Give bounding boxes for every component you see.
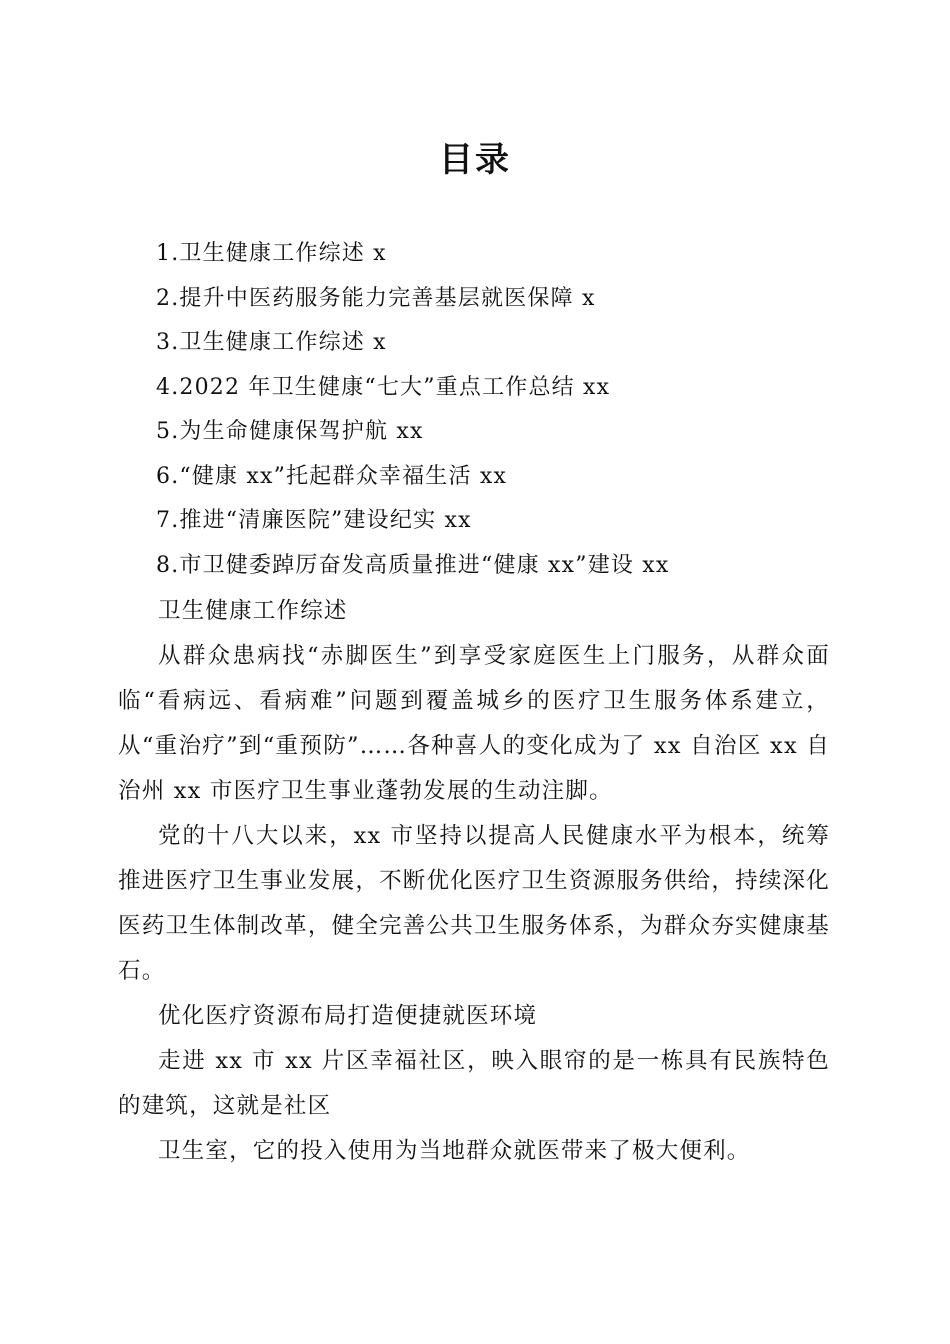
toc-item-5: 5.为生命健康保驾护航 xx — [156, 419, 424, 444]
document-body — [118, 589, 830, 1174]
body-paragraph: 党的十八大以来，xx 市坚持以提高人民健康水平为根本，统筹推进医疗卫生事业发展，不断优化医疗卫生资源服务供给，持续深化医药卫生体制改革，健全完善公共卫生服务体系，为群众夯实健康基石。 — [118, 823, 830, 984]
document-title: 目录 — [439, 140, 511, 180]
body-paragraph: 走进 xx 市 xx 片区幸福社区，映入眼帘的是一栋具有民族特色的建筑，这就是社区 — [118, 1048, 830, 1119]
toc-item-6: 6.“健康 xx”托起群众幸福生活 xx — [156, 463, 508, 489]
toc-item-2: 2.提升中医药服务能力完善基层就医保障 x — [156, 285, 596, 311]
table-of-contents — [156, 232, 856, 588]
toc-item-4: 4.2022 年卫生健康“七大”重点工作总结 xx — [156, 374, 611, 400]
body-paragraph: 从群众患病找“赤脚医生”到享受家庭医生上门服务，从群众面临“看病远、看病难”问题到覆盖城乡的医疗卫生服务体系建立，从“重治疗”到“重预防”……各种喜人的变化成为了 xx 自治区 xx 自治州 xx 市医疗卫生事业蓬勃发展的生动注脚。 — [118, 643, 830, 804]
toc-item-3: 3.卫生健康工作综述 x — [156, 330, 387, 355]
body-paragraph: 卫生室，它的投入使用为当地群众就医带来了极大便利。 — [158, 1138, 751, 1164]
toc-item-7: 7.推进“清廉医院”建设纪实 xx — [156, 508, 472, 533]
toc-item-8: 8.市卫健委踔厉奋发高质量推进“健康 xx”建设 xx — [156, 552, 670, 578]
toc-item-1: 1.卫生健康工作综述 x — [156, 241, 387, 266]
section-heading: 卫生健康工作综述 — [158, 598, 348, 624]
section-heading: 优化医疗资源布局打造便捷就医环境 — [158, 1003, 538, 1029]
